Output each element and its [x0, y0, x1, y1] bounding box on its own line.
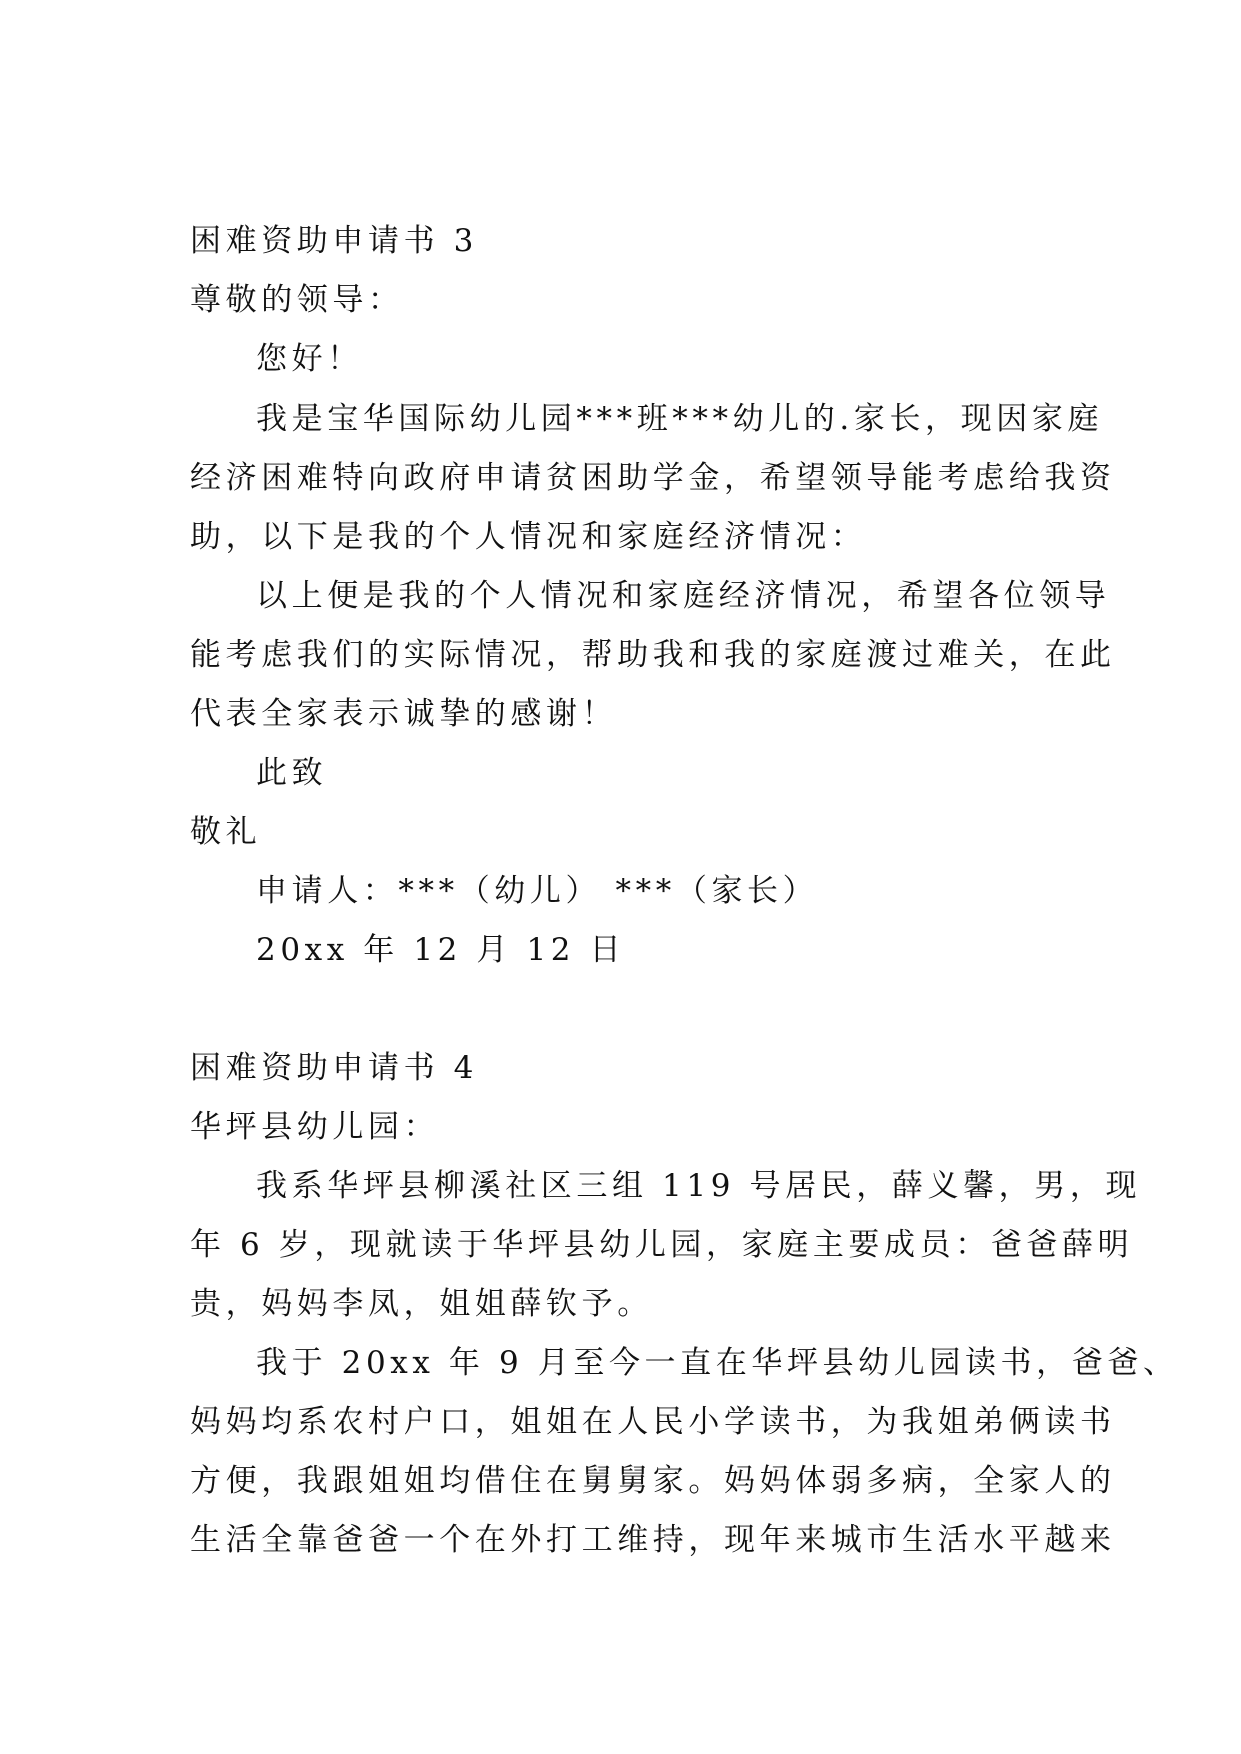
doc2-para1-line: 贵，妈妈李凤，姐姐薛钦予。 — [190, 1286, 653, 1322]
doc2-para2-line: 妈妈均系农村户口，姐姐在人民小学读书，为我姐弟俩读书 — [190, 1404, 1116, 1440]
doc1-para2-line: 能考虑我们的实际情况，帮助我和我的家庭渡过难关，在此 — [190, 637, 1116, 673]
doc1-greeting: 您好！ — [256, 341, 363, 377]
doc2-para2-line: 方便，我跟姐姐均借住在舅舅家。妈妈体弱多病，全家人的 — [190, 1463, 1116, 1499]
doc1-salutation: 尊敬的领导： — [190, 282, 404, 318]
doc2-para1-line: 我系华坪县柳溪社区三组 119 号居民，薛义馨，男，现 — [256, 1168, 1142, 1204]
doc2-title: 困难资助申请书 4 — [190, 1050, 478, 1086]
doc1-para2-line: 以上便是我的个人情况和家庭经济情况，希望各位领导 — [256, 578, 1111, 614]
doc1-para1-line: 助，以下是我的个人情况和家庭经济情况： — [190, 519, 867, 555]
doc1-closing-2: 敬礼 — [190, 814, 262, 850]
doc1-para2-line: 代表全家表示诚挚的感谢！ — [190, 696, 618, 732]
doc2-salutation: 华坪县幼儿园： — [190, 1109, 440, 1145]
doc1-closing-1: 此致 — [256, 755, 328, 791]
doc1-para1-line: 我是宝华国际幼儿园***班***幼儿的.家长，现因家庭 — [256, 401, 1104, 437]
doc2-para2-line: 我于 20xx 年 9 月至今一直在华坪县幼儿园读书，爸爸、 — [256, 1345, 1179, 1381]
doc1-applicant: 申请人：***（幼儿） ***（家长） — [256, 873, 819, 909]
doc1-para1-line: 经济困难特向政府申请贫困助学金，希望领导能考虑给我资 — [190, 460, 1116, 496]
doc2-para2-line: 生活全靠爸爸一个在外打工维持，现年来城市生活水平越来 — [190, 1522, 1116, 1558]
doc2-para1-line: 年 6 岁，现就读于华坪县幼儿园，家庭主要成员：爸爸薛明 — [190, 1227, 1134, 1263]
doc1-title: 困难资助申请书 3 — [190, 223, 478, 259]
doc1-date: 20xx 年 12 月 12 日 — [256, 932, 626, 968]
